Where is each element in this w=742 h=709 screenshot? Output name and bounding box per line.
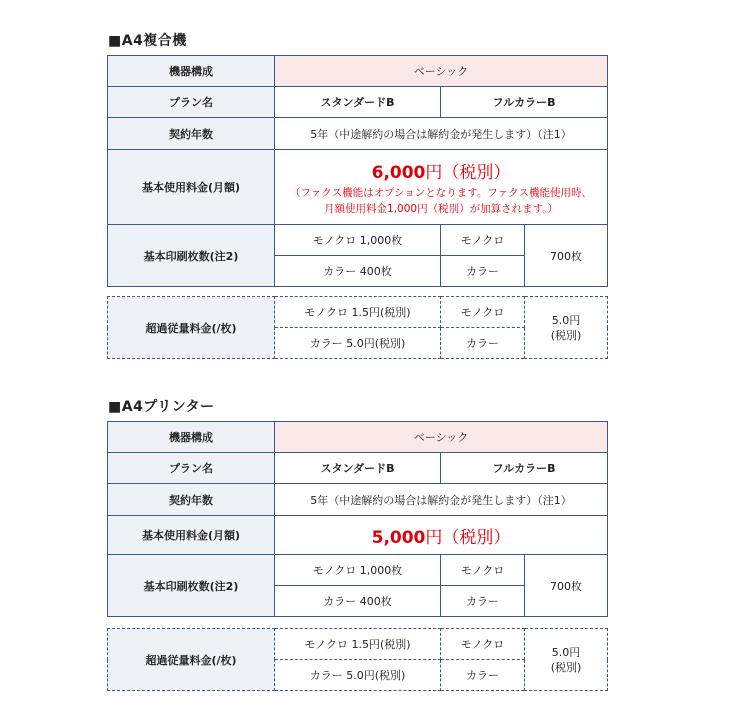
basic-fee-amount: 6,000 [371,162,426,183]
overage-mono-full: モノクロ [441,629,525,660]
config-value: ベーシック [275,422,608,453]
overage-full-tax: (税別) [550,660,582,674]
basic-fee-label: 基本使用料金(月額) [108,516,275,555]
plan-label: プラン名 [108,87,275,118]
overage-color-standard: カラー 5.0円(税別) [275,660,441,691]
print-full-value: 700枚 [525,555,608,617]
overage-full-price: 5.0円 [551,313,581,327]
overage-full-value [525,629,608,691]
basic-fee-cell [275,150,608,225]
basic-fee-price [275,523,607,548]
contract-label: 契約年数 [108,484,275,516]
config-value: ベーシック [275,56,608,87]
overage-table-printer [107,628,608,691]
print-mono-full: モノクロ [441,555,525,586]
basic-fee-note-line1: （ファクス機能はオプションとなります。ファクス機能使用時、 [289,186,593,199]
contract-value: 5年（中途解約の場合は解約金が発生します）（注1） [275,118,608,150]
plan-fullcolor: フルカラーB [441,87,608,118]
basic-fee-unit: 円（税別） [425,527,511,548]
overage-label: 超過従量料金(/枚) [108,629,275,691]
plan-fullcolor: フルカラーB [441,453,608,484]
contract-value: 5年（中途解約の場合は解約金が発生します）（注1） [275,484,608,516]
print-color-standard: カラー 400枚 [275,586,441,617]
print-color-standard: カラー 400枚 [275,256,441,287]
overage-color-standard: カラー 5.0円(税別) [275,328,441,359]
print-mono-standard: モノクロ 1,000枚 [275,225,441,256]
basic-fee-cell [275,516,608,555]
overage-color-full: カラー [441,328,525,359]
overage-table-mfp [107,296,608,359]
plan-standard: スタンダードB [275,453,441,484]
basic-fee-note-line2: 月額使用料金1,000円（税別）が加算されます。） [324,202,558,215]
config-label: 機器構成 [108,422,275,453]
basic-fee-label: 基本使用料金(月額) [108,150,275,225]
overage-mono-standard: モノクロ 1.5円(税別) [275,297,441,328]
pricing-table-mfp [107,55,608,287]
print-mono-standard: モノクロ 1,000枚 [275,555,441,586]
overage-label: 超過従量料金(/枚) [108,297,275,359]
overage-full-value [525,297,608,359]
overage-color-full: カラー [441,660,525,691]
overage-full-tax: (税別) [550,328,582,342]
print-full-value: 700枚 [525,225,608,287]
basic-fee-price [275,158,607,183]
print-color-full: カラー [441,256,525,287]
basic-fee-note [275,185,607,217]
print-color-full: カラー [441,586,525,617]
plan-label: プラン名 [108,453,275,484]
overage-mono-standard: モノクロ 1.5円(税別) [275,629,441,660]
overage-mono-full: モノクロ [441,297,525,328]
section-title-mfp: ■A4複合機 [108,33,187,49]
pricing-table-printer [107,421,608,617]
plan-standard: スタンダードB [275,87,441,118]
basic-fee-unit: 円（税別） [425,162,511,183]
contract-label: 契約年数 [108,118,275,150]
config-label: 機器構成 [108,56,275,87]
print-mono-full: モノクロ [441,225,525,256]
basic-fee-amount: 5,000 [371,527,426,548]
overage-full-price: 5.0円 [551,645,581,659]
print-count-label: 基本印刷枚数(注2) [108,555,275,617]
section-title-printer: ■A4プリンター [108,399,215,415]
print-count-label: 基本印刷枚数(注2) [108,225,275,287]
